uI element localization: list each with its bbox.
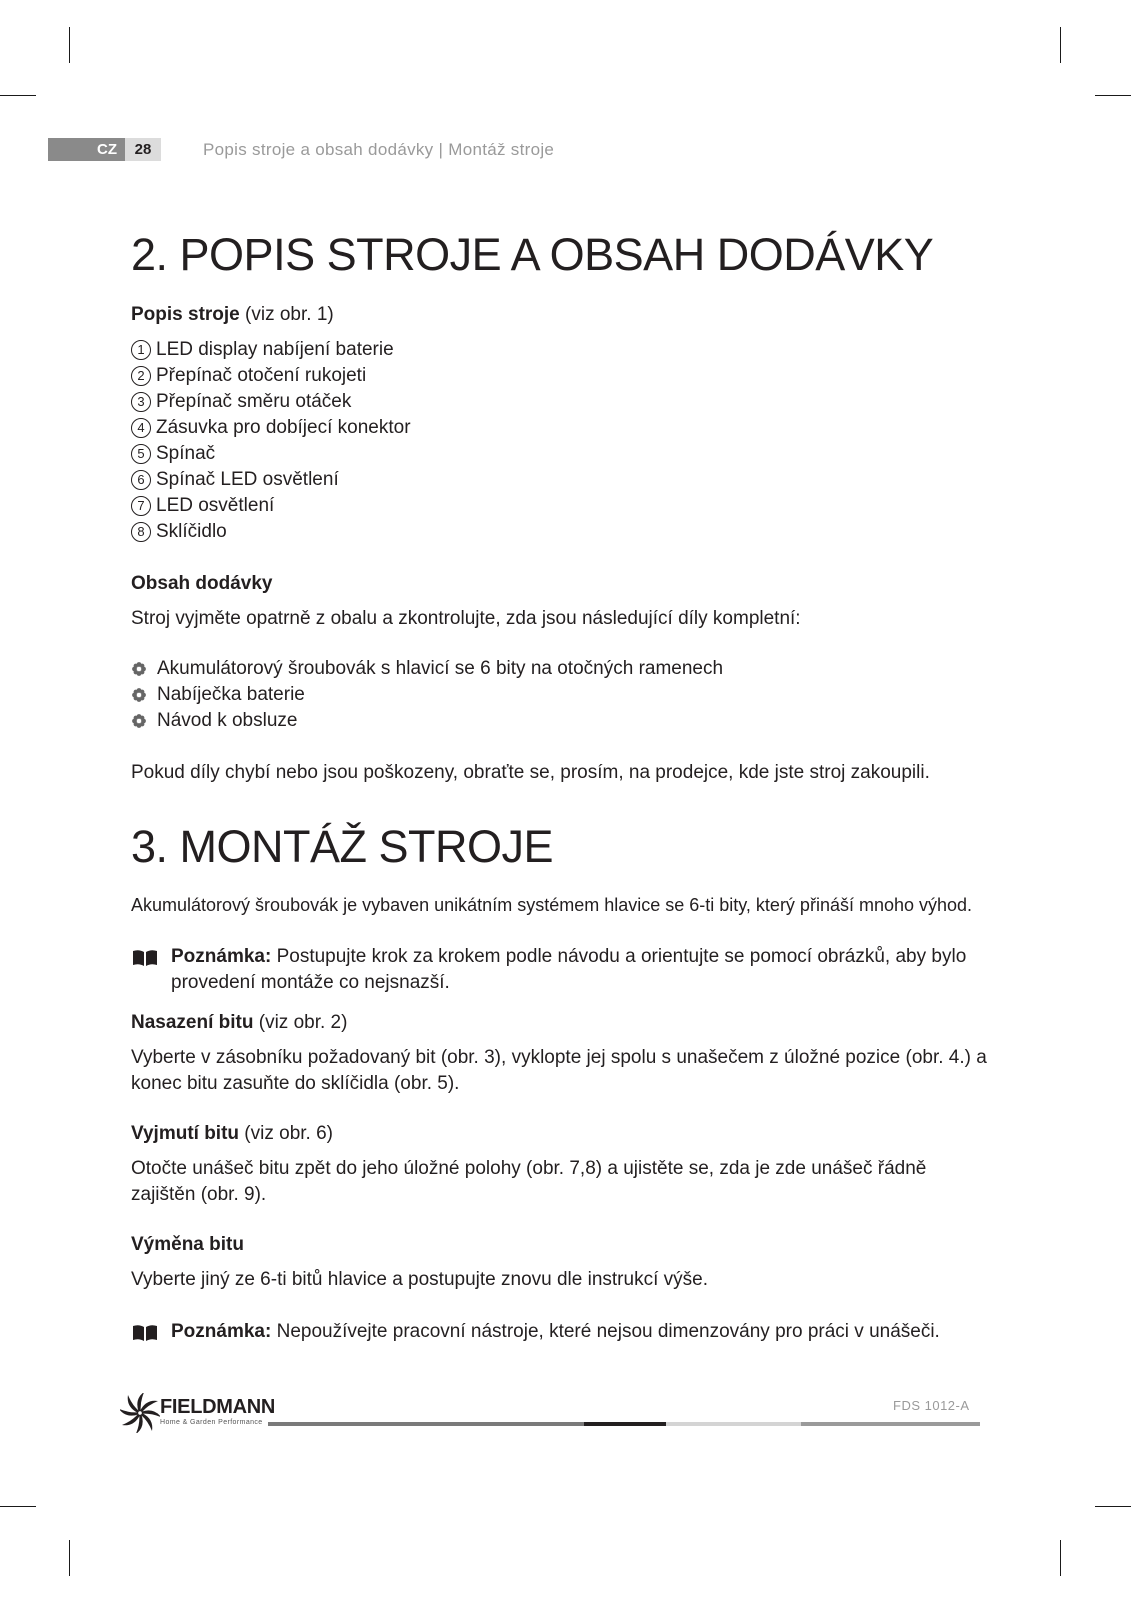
part-label: Sklíčidlo (156, 521, 227, 542)
remove-bit-label: Vyjmutí bitu (131, 1123, 240, 1144)
part-label: LED display nabíjení baterie (156, 339, 394, 360)
contents-heading (131, 571, 991, 597)
crop-mark (69, 27, 70, 63)
contents-item (131, 656, 991, 682)
contents-item-label: Nabíječka baterie (157, 684, 305, 705)
remove-bit-text: Otočte unášeč bitu zpět do jeho úložné polohy (obr. 7,8) a ujistěte se, zda je zde unášeč řádně zajištěn (obr. 9). (131, 1158, 927, 1205)
part-number: 2 (131, 366, 151, 386)
part-item (131, 337, 991, 363)
section-3-title: 3. MONTÁŽ STROJE (131, 821, 554, 872)
page-content (131, 228, 991, 1345)
contents-label: Obsah dodávky (131, 573, 273, 594)
fieldmann-logo-icon (120, 1393, 160, 1433)
part-label: Spínač (156, 443, 216, 464)
machine-description-label: Popis stroje (131, 304, 240, 325)
insert-bit-text: Vyberte v zásobníku požadovaný bit (obr. 3), vyklopte jej spolu s unašečem z úložné pozice (obr. 4.) a konec bitu zasuňte do sklíčidla (obr. 5). (131, 1047, 987, 1094)
section-2-title: 2. POPIS STROJE A OBSAH DODÁVKY (131, 229, 934, 280)
part-label: Přepínač otočení rukojeti (156, 365, 367, 386)
note-1-label: Poznámka: (171, 946, 272, 967)
remove-bit-ref: (viz obr. 6) (239, 1123, 334, 1144)
insert-bit-heading (131, 1010, 991, 1036)
open-book-icon (131, 1322, 159, 1342)
part-item (131, 363, 991, 389)
parts-list (131, 337, 991, 545)
contents-intro: Stroj vyjměte opatrně z obalu a zkontrolujte, zda jsou následující díly kompletní: (131, 608, 801, 629)
swap-bit-label: Výměna bitu (131, 1234, 244, 1255)
insert-bit-label: Nasazení bitu (131, 1012, 254, 1033)
crop-mark (1095, 1506, 1131, 1507)
swap-bit-heading (131, 1232, 991, 1258)
brand-tagline: Home & Garden Performance (160, 1419, 263, 1426)
crop-mark (0, 95, 36, 96)
flower-bullet-icon (131, 713, 147, 729)
part-number: 6 (131, 470, 151, 490)
part-label: Přepínač směru otáček (156, 391, 352, 412)
flower-bullet-icon (131, 661, 147, 677)
machine-description-ref: (viz obr. 1) (239, 304, 334, 325)
insert-bit-ref: (viz obr. 2) (253, 1012, 348, 1033)
note-1-text: Postupujte krok za krokem podle návodu a orientujte se pomocí obrázků, aby bylo provedení montáže co nejsnazší. (171, 946, 967, 993)
contents-item (131, 682, 991, 708)
part-item (131, 467, 991, 493)
language-tab: CZ (48, 138, 125, 161)
contents-list (131, 656, 991, 734)
machine-description-heading (131, 302, 991, 328)
note-2-label: Poznámka: (171, 1321, 272, 1342)
part-number: 7 (131, 496, 151, 516)
crop-mark (0, 1506, 36, 1507)
note-1 (131, 944, 991, 996)
contents-item-label: Návod k obsluze (157, 710, 298, 731)
footer-rule-segment (268, 1422, 584, 1426)
part-item (131, 441, 991, 467)
swap-bit-text: Vyberte jiný ze 6-ti bitů hlavice a postupujte znovu dle instrukcí výše. (131, 1269, 708, 1290)
crop-mark (1095, 95, 1131, 96)
assembly-intro: Akumulátorový šroubovák je vybaven unikátním systémem hlavice se 6-ti bity, který přináší mnoho výhod. (131, 895, 973, 915)
part-number: 3 (131, 392, 151, 412)
part-label: Spínač LED osvětlení (156, 469, 339, 490)
part-number: 5 (131, 444, 151, 464)
part-number: 4 (131, 418, 151, 438)
part-number: 8 (131, 522, 151, 542)
remove-bit-heading (131, 1121, 991, 1147)
page-number: 28 (125, 138, 161, 161)
footer-rule-segment (584, 1422, 666, 1426)
contents-item-label: Akumulátorový šroubovák s hlavicí se 6 bity na otočných ramenech (157, 658, 724, 679)
part-item (131, 415, 991, 441)
crop-mark (1060, 27, 1061, 63)
part-label: LED osvětlení (156, 495, 275, 516)
part-number: 1 (131, 340, 151, 360)
footer-rule-segment (801, 1422, 980, 1426)
crop-mark (69, 1540, 70, 1576)
running-title: Popis stroje a obsah dodávky | Montáž stroje (203, 140, 555, 159)
part-label: Zásuvka pro dobíjecí konektor (156, 417, 411, 438)
note-2-text: Nepoužívejte pracovní nástroje, které nejsou dimenzovány pro práci v unášeči. (271, 1321, 940, 1342)
open-book-icon (131, 947, 159, 967)
contents-item (131, 708, 991, 734)
note-2 (131, 1319, 991, 1345)
part-item (131, 519, 991, 545)
crop-mark (1060, 1540, 1061, 1576)
part-item (131, 389, 991, 415)
model-number: FDS 1012-A (893, 1398, 970, 1413)
flower-bullet-icon (131, 687, 147, 703)
brand-name: FIELDMANN (160, 1396, 276, 1418)
part-item (131, 493, 991, 519)
missing-parts-text: Pokud díly chybí nebo jsou poškozeny, obraťte se, prosím, na prodejce, kde jste stroj zakoupili. (131, 762, 930, 783)
footer-rule-segment (666, 1422, 801, 1426)
